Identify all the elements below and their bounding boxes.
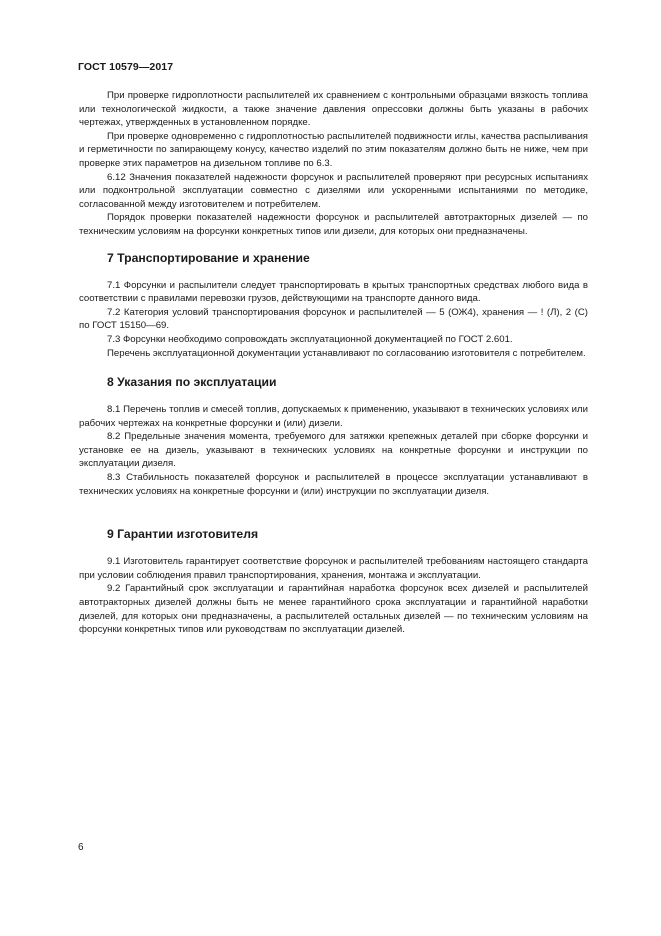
paragraph-intro-1: При проверке гидроплотности распылителей их сравнением с контрольными образцами вязкость топлива или технологической жидкости, а также значение давления опрессовки должны быть указаны в рабочих чертежах, утвержденных в установленном порядке.: [79, 90, 588, 129]
paragraph-7-docs-list: Перечень эксплуатационной документации устанавливают по согласованию изготовителя с потребителем.: [107, 347, 586, 359]
paragraph-6-12: 6.12 Значения показателей надежности форсунок и распылителей проверяют при ресурсных испытаниях или подконтрольной эксплуатации совместно с дизелями или ускоренными испытаниями по методике, согласованной между изготовителем и потребителем.: [79, 171, 588, 210]
paragraph-9-2: 9.2 Гарантийный срок эксплуатации и гарантийная наработка форсунок всех дизелей и распылителей автотракторных дизелей должны быть не менее гарантийного срока эксплуатации и гарантийной наработки дизелей, для которых они предназначены, а распылителей остальных дизелей — по техническим условиям на форсунки конкретных типов или руководствам по эксплуатации дизелей.: [79, 583, 588, 636]
section-heading-9: 9 Гарантии изготовителя: [107, 527, 259, 542]
paragraph-7-2: 7.2 Категория условий транспортирования форсунок и распылителей — 5 (ОЖ4), хранения — ! (Л), 2 (С) по ГОСТ 15150—69.: [79, 306, 588, 332]
paragraph-7-1: 7.1 Форсунки и распылители следует транспортировать в крытых транспортных средствах любого вида в соответствии с правилами перевозки грузов, действующими на транспорте данного вида.: [79, 279, 588, 305]
paragraph-7-3: 7.3 Форсунки необходимо сопровождать эксплуатационной документацией по ГОСТ 2.601.: [107, 333, 513, 345]
section-heading-8: 8 Указания по эксплуатации: [107, 375, 277, 390]
paragraph-8-2: 8.2 Предельные значения момента, требуемого для затяжки крепежных деталей при сборке форсунки и установке ее на дизель, указывают в технических условиях на конкретные форсунки и инструкции по эксплуатации дизеля.: [79, 431, 588, 470]
paragraph-reliability-check-order: Порядок проверки показателей надежности форсунок и распылителей автотракторных дизелей — по техническим условиям на форсунки конкретных типов или дизели, для которых они предназначены.: [79, 212, 588, 237]
document-id-header: ГОСТ 10579—2017: [78, 61, 174, 73]
page-number: 6: [78, 842, 84, 853]
paragraph-8-3: 8.3 Стабильность показателей форсунок и распылителей в процессе эксплуатации устанавливают в технических условиях на конкретные форсунки и (или) инструкции по эксплуатации дизеля.: [79, 472, 588, 497]
paragraph-intro-2: При проверке одновременно с гидроплотностью распылителей подвижности иглы, качества распыливания и герметичности по запирающему конусу, качество изделий по этим показателям должно быть не ниже, чем при проверке этих параметров на дизельном топливе по 6.3.: [79, 130, 588, 169]
paragraph-9-1: 9.1 Изготовитель гарантирует соответствие форсунок и распылителей требованиям настоящего стандарта при условии соблюдения правил транспортирования, хранения, монтажа и эксплуатации.: [79, 556, 588, 581]
page-content: [79, 89, 588, 637]
paragraph-8-1: 8.1 Перечень топлив и смесей топлив, допускаемых к применению, указывают в технических условиях или рабочих чертежах на конкретные форсунки и (или) дизели.: [79, 404, 588, 429]
section-heading-7: 7 Транспортирование и хранение: [107, 250, 310, 265]
